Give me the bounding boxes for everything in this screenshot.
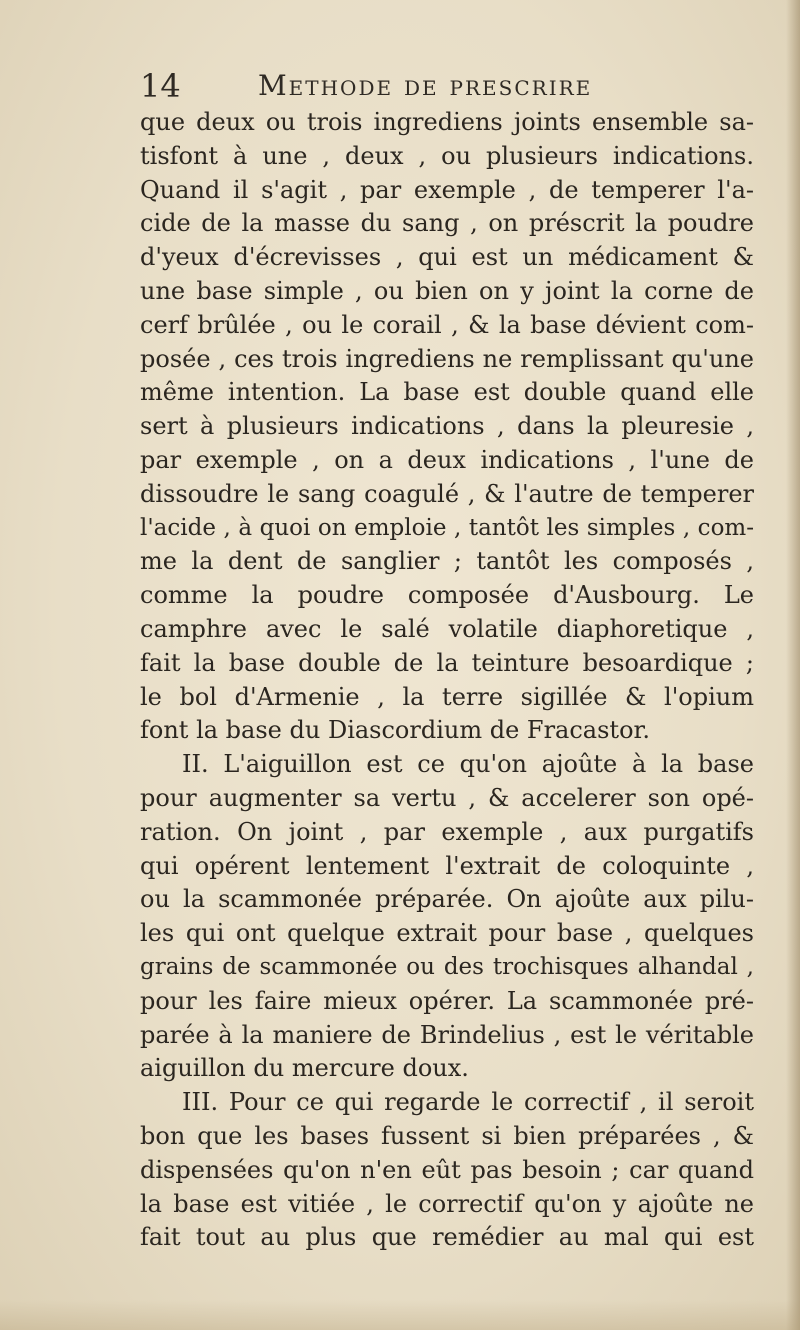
page-number: 14 [140,67,181,105]
text-line: même intention. La base est double quand elle [140,378,754,407]
text-line: me la dent de sanglier ; tantôt les composés , [140,547,754,576]
text-line: la base est vitiée , le correctif qu'on y ajoûte ne [140,1189,754,1218]
text-line: fait la base double de la teinture besoardique ; [140,648,754,677]
text-line: ration. On joint , par exemple , aux purgatifs [140,817,754,846]
text-line: II. L'aiguillon est ce qu'on ajoûte à la base [182,750,754,779]
text-line: pour les faire mieux opérer. La scammonée pré- [140,986,754,1015]
text-line: III. Pour ce qui regarde le correctif , il seroit [182,1088,754,1117]
text-line: d'yeux d'écrevisses , qui est un médicament & [140,243,754,272]
text-line: bon que les bases fussent si bien préparées , & [140,1121,754,1150]
text-line: l'acide , à quoi on emploie , tantôt les simples , com- [140,514,754,541]
text-line: cerf brûlée , ou le corail , & la base dévient com- [140,310,754,339]
text-line: qui opérent lentement l'extrait de coloquinte , [140,851,754,880]
text-line: que deux ou trois ingrediens joints ensemble sa- [140,108,754,136]
text-line: Quand il s'agit , par exemple , de temperer l'a- [140,175,754,204]
text-line: fait tout au plus que remédier au mal qui est [140,1223,754,1252]
text-line: parée à la maniere de Brindelius , est le véritable [140,1020,754,1049]
text-line: tisfont à une , deux , ou plusieurs indications. [140,141,754,170]
text-line: grains de scammonée ou des trochisques alhandal , [140,953,754,980]
body-text [140,106,754,1255]
text-line: pour augmenter sa vertu , & accelerer son opé- [140,783,754,812]
text-line: camphre avec le salé volatile diaphoretique , [140,614,754,643]
text-line: les qui ont quelque extrait pour base , quelques [140,919,754,948]
text-line: font la base du Diascordium de Fracastor. [140,716,650,745]
text-line: le bol d'Armenie , la terre sigillée & l'opium [140,682,754,711]
text-line: comme la poudre composée d'Ausbourg. Le [140,581,754,610]
text-line: dissoudre le sang coagulé , & l'autre de temperer [140,479,754,508]
text-line: cide de la masse du sang , on préscrit la poudre [140,209,754,238]
page-edge-shadow [786,0,800,1330]
running-title: Methode de prescrire [258,69,593,102]
text-line: une base simple , ou bien on y joint la corne de [140,276,754,305]
text-line: ou la scammonée préparée. On ajoûte aux pilu- [140,885,754,914]
text-line: posée , ces trois ingrediens ne remplissant qu'une [140,344,754,373]
text-line: dispensées qu'on n'en eût pas besoin ; car quand [140,1155,754,1184]
page-bottom-shadow [0,1300,800,1330]
text-line: aiguillon du mercure doux. [140,1054,469,1083]
text-line: par exemple , on a deux indications , l'une de [140,445,754,474]
running-head [140,64,760,108]
text-line: sert à plusieurs indications , dans la pleuresie , [140,412,754,441]
